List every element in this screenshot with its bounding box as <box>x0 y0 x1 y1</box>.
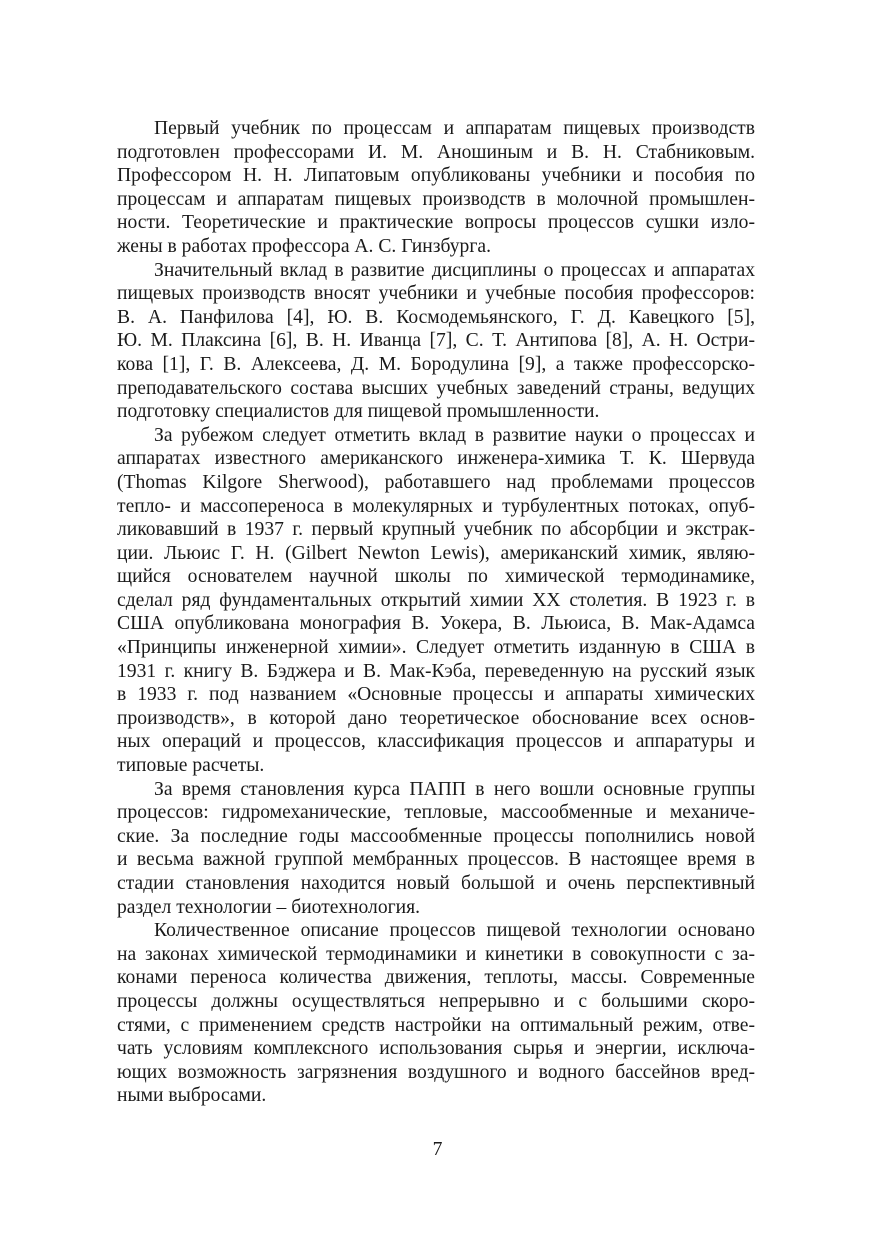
text-line: преподавательского состава высших учебных заведений страны, ведущих <box>117 377 755 399</box>
text-line: подготовку специалистов для пищевой промышленности. <box>117 401 600 423</box>
text-line: процессы должны осуществляться непрерывно и с большими скоро- <box>117 990 755 1012</box>
text-line: и весьма важной группой мембранных процессов. В настоящее время в <box>117 849 755 871</box>
text-line: конами переноса количества движения, теплоты, массы. Современные <box>117 967 755 989</box>
text-line: чать условиям комплексного использования сырья и энергии, исключа- <box>117 1038 755 1060</box>
text-line: Первый учебник по процессам и аппаратам пищевых производств <box>154 118 755 139</box>
paragraph-2 <box>117 259 755 424</box>
text-line: стадии становления находится новый большой и очень перспективный <box>117 873 755 894</box>
text-line: В. А. Панфилова [4], Ю. В. Космодемьянского, Г. Д. Кавецкого [5], <box>117 306 755 328</box>
text-line: кова [1], Г. В. Алексеева, Д. М. Бородулина [9], а также профессорско- <box>117 353 755 375</box>
text-line: на законах химической термодинамики и кинетики в совокупности с за- <box>117 943 755 965</box>
text-line: ных операций и процессов, классификация процессов и аппаратуры и <box>117 731 755 753</box>
text-line: Профессором Н. Н. Липатовым опубликованы учебники и пособия по <box>117 165 755 187</box>
text-line: процессам и аппаратам пищевых производств в молочной промышлен- <box>117 188 755 210</box>
page-number: 7 <box>432 1139 443 1160</box>
text-line: сделал ряд фундаментальных открытий химии XX столетия. В 1923 г. в <box>117 589 755 611</box>
text-line: Значительный вклад в развитие дисциплины о процессах и аппаратах <box>154 259 755 281</box>
text-line: 1931 г. книгу В. Бэджера и В. Мак-Кэба, переведенную на русский язык <box>117 660 755 682</box>
text-line: стями, с применением средств настройки на оптимальный режим, отве- <box>117 1014 755 1036</box>
text-line: Количественное описание процессов пищевой технологии основано <box>154 920 755 942</box>
text-line: пищевых производств вносят учебники и учебные пособия профессоров: <box>117 283 755 305</box>
text-line: ными выбросами. <box>117 1085 267 1107</box>
text-line: подготовлен профессорами И. М. Аношиным и В. Н. Стабниковым. <box>117 141 755 163</box>
text-line: раздел технологии – биотехнология. <box>117 896 421 918</box>
text-line: США опубликована монография В. Уокера, В. Льюиса, В. Мак-Адамса <box>117 613 755 635</box>
text-line: щийся основателем научной школы по химической термодинамике, <box>117 566 755 588</box>
paragraph-5 <box>117 919 755 1108</box>
text-line: (Thomas Kilgore Sherwood), работавшего над проблемами процессов <box>117 471 755 493</box>
text-line: производств», в которой дано теоретическое обоснование всех основ- <box>117 707 755 729</box>
text-line: ские. За последние годы массообменные процессы пополнились новой <box>117 825 755 847</box>
text-line: жены в работах профессора А. С. Гинзбурга. <box>117 235 491 257</box>
text-line: ности. Теоретические и практические вопросы процессов сушки изло- <box>117 212 755 234</box>
text-line: За рубежом следует отметить вклад в развитие науки о процессах и <box>154 424 755 446</box>
body-text <box>117 117 755 1108</box>
text-line: процессов: гидромеханические, тепловые, массообменные и механиче- <box>117 802 755 824</box>
paragraph-1 <box>117 117 755 259</box>
paragraph-4 <box>117 778 755 920</box>
text-line: типовые расчеты. <box>117 755 265 777</box>
paragraph-3 <box>117 424 755 778</box>
text-line: аппаратах известного американского инженера-химика Т. К. Шервуда <box>117 448 755 470</box>
text-line: «Принципы инженерной химии». Следует отметить изданную в США в <box>117 637 755 659</box>
text-line: ликовавший в 1937 г. первый крупный учебник по абсорбции и экстрак- <box>117 519 755 541</box>
text-line: ции. Льюис Г. Н. (Gilbert Newton Lewis), американский химик, являю- <box>117 542 755 564</box>
text-line: в 1933 г. под названием «Основные процессы и аппараты химических <box>117 684 755 706</box>
text-line: тепло- и массопереноса в молекулярных и турбулентных потоках, опуб- <box>117 495 755 517</box>
text-line: За время становления курса ПАПП в него вошли основные группы <box>154 778 755 800</box>
text-line: ющих возможность загрязнения воздушного и водного бассейнов вред- <box>117 1061 755 1083</box>
text-line: Ю. М. Плаксина [6], В. Н. Иванца [7], С. Т. Антипова [8], А. Н. Остри- <box>117 330 755 352</box>
